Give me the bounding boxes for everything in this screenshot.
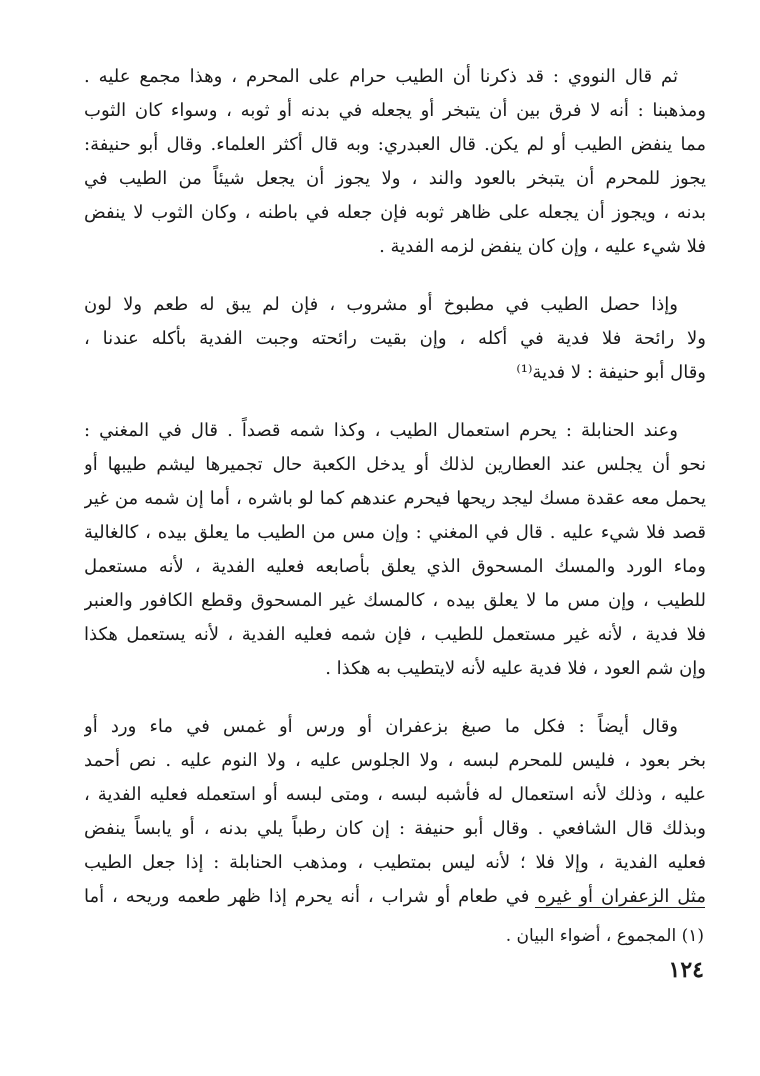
- footnote-divider: [535, 907, 705, 908]
- page-number: ١٢٤: [668, 957, 704, 983]
- text-line: ثم قال النووي : قد ذكرنا أن الطيب حرام على المحرم ، وهذا مجمع عليه .: [84, 66, 678, 87]
- text-line: وإن شم العود ، فلا فدية عليه لأنه لايتطيب به هكذا .: [325, 658, 706, 679]
- text-line: فلا فدية ، لأنه غير مستعمل للطيب ، فإن شمه فعليه الفدية ، لأنه يستعمل هكذا: [84, 624, 706, 645]
- paragraph: [84, 288, 706, 390]
- text-line: بخر بعود ، فليس للمحرم لبسه ، ولا الجلوس عليه ، ولا النوم عليه . نص أحمد: [84, 750, 706, 771]
- text-line: بدنه ، ويجوز أن يجعله على ظاهر ثوبه فإن جعله في باطنه ، وكان الثوب لا ينفض: [84, 202, 706, 223]
- text-line: يجوز للمحرم أن يتبخر بالعود والند ، ولا يجوز أن يجعل شيئاً من الطيب في: [84, 168, 706, 189]
- text-line: وعند الحنابلة : يحرم استعمال الطيب ، وكذا شمه قصداً . قال في المغني :: [84, 420, 678, 441]
- text-line: مثل الزعفران أو غيره في طعام أو شراب ، أنه يحرم إذا ظهر طعمه وريحه ، أما: [84, 886, 706, 907]
- text-line: مما ينفض الطيب أو لم يكن. قال العبدري: وبه قال أكثر العلماء. وقال أبو حنيفة:: [84, 134, 706, 155]
- paragraph: [84, 710, 706, 914]
- text-line: وإذا حصل الطيب في مطبوخ أو مشروب ، فإن لم يبق له طعم ولا لون: [84, 294, 678, 315]
- text-line: فعليه الفدية ، وإلا فلا ؛ لأنه ليس بمتطيب ، ومذهب الحنابلة : إذا جعل الطيب: [84, 852, 706, 873]
- text-line: فلا شيء عليه ، وإن كان ينفض لزمه الفدية .: [379, 236, 706, 257]
- text-line: وقال أيضاً : فكل ما صبغ بزعفران أو ورس أو غمس في ماء ورد أو: [84, 716, 678, 737]
- text-line: عليه ، وذلك لأنه استعمال له فأشبه لبسه ، ومتى لبسه أو استعمله فعليه الفدية ،: [84, 784, 706, 805]
- text-line: للطيب ، وإن مس ما لا يعلق بيده ، كالمسك غير المسحوق وقطع الكافور والعنبر: [84, 590, 706, 611]
- text-line: ومذهبنا : أنه لا فرق بين أن يتبخر أو يجعله في بدنه أو ثوبه ، وسواء كان الثوب: [84, 100, 706, 121]
- footnote: (١) المجموع ، أضواء البيان .: [505, 926, 704, 946]
- text-line: وماء الورد والمسك المسحوق الذي يعلق بأصابعه فعليه الفدية ، لأنه مستعمل: [84, 556, 706, 577]
- paragraph: [84, 414, 706, 686]
- text-line: قصد فلا شيء عليه . قال في المغني : وإن مس من الطيب ما يعلق بيده ، كالغالية: [84, 522, 706, 543]
- text-line: يحمل معه عقدة مسك ليجد ريحها فيحرم عندهم كما لو باشره ، أما إن شمه من غير: [84, 488, 706, 509]
- body-text: [84, 60, 706, 914]
- text-line: وبذلك قال الشافعي . وقال أبو حنيفة : إن كان رطباً يلي بدنه ، أو يابساً ينفض: [84, 818, 706, 839]
- paragraph: [84, 60, 706, 264]
- text-line: نحو أن يجلس عند العطارين لذلك أو يدخل الكعبة حال تجميرها ليشم طيبها أو: [84, 454, 706, 475]
- text-line: ولا رائحة فلا فدية في أكله ، وإن بقيت رائحته وجبت الفدية بأكله عندنا ،: [84, 328, 706, 349]
- text-line: وقال أبو حنيفة : لا فدية⁽¹⁾: [516, 362, 706, 383]
